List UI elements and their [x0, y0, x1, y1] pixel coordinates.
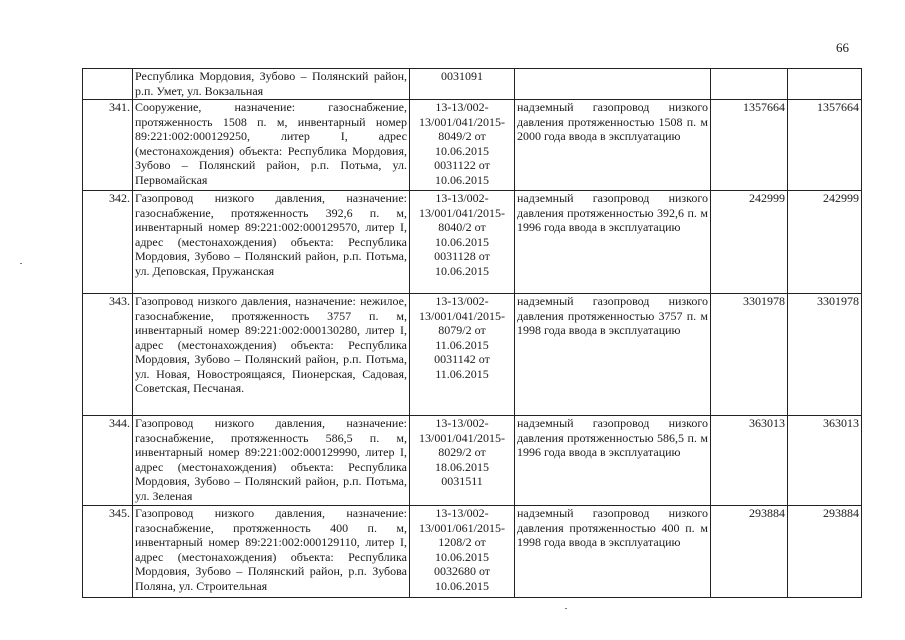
object-characteristics: [515, 69, 711, 100]
row-number: 342.: [83, 191, 133, 294]
value-column-1: 3301978: [711, 294, 788, 416]
object-characteristics: надземный газопровод низкого давления протяженностью 1508 п. м 2000 года ввода в эксплуатацию: [515, 100, 711, 191]
registration-record: 13-13/002- 13/001/041/2015- 8049/2 от 10.06.2015 0031122 от 10.06.2015: [410, 100, 515, 191]
registration-record: 0031091: [410, 69, 515, 100]
value-column-1: [711, 69, 788, 100]
row-number: 343.: [83, 294, 133, 416]
object-description: Газопровод низкого давления, назначение: нежилое, газоснабжение, протяженность 3757 п. м, инвентарный номер 89:221:002:000130280, литер I, адрес (местонахождения) объекта: Республика Мордовия, Зубово – Полянский район, р.п. Потьма, ул. Новая, Новостроящаяся, Пионерская, Садовая, Советская, Песчаная.: [133, 294, 410, 416]
registration-record: 13-13/002- 13/001/041/2015- 8029/2 от 18.06.2015 0031511: [410, 416, 515, 506]
table-row: [83, 100, 862, 191]
table-row: [83, 416, 862, 506]
object-characteristics: надземный газопровод низкого давления протяженностью 3757 п. м 1998 года ввода в эксплуатацию: [515, 294, 711, 416]
row-number: 341.: [83, 100, 133, 191]
scan-speck: [20, 263, 22, 264]
object-description: Республика Мордовия, Зубово – Полянский район, р.п. Умет, ул. Вокзальная: [133, 69, 410, 100]
table-row: [83, 294, 862, 416]
object-description: Газопровод низкого давления, назначение: газоснабжение, протяженность 400 п. м, инвентарный номер 89:221:002:000129110, литер I, адрес (местонахождения) объекта: Республика Мордовия, Зубово – Полянский район, р.п. Зубова Поляна, ул. Строительная: [133, 506, 410, 598]
object-characteristics: надземный газопровод низкого давления протяженностью 392,6 п. м 1996 года ввода в эксплуатацию: [515, 191, 711, 294]
table-row: [83, 506, 862, 598]
value-column-1: 363013: [711, 416, 788, 506]
registration-record: 13-13/002- 13/001/061/2015- 1208/2 от 10.06.2015 0032680 от 10.06.2015: [410, 506, 515, 598]
value-column-2: [788, 69, 862, 100]
value-column-2: 363013: [788, 416, 862, 506]
object-characteristics: надземный газопровод низкого давления протяженностью 586,5 п. м 1996 года ввода в эксплуатацию: [515, 416, 711, 506]
object-description: Газопровод низкого давления, назначение: газоснабжение, протяженность 586,5 п. м, инвентарный номер 89:221:002:000129990, литер I, адрес (местонахождения) объекта: Республика Мордовия, Зубово – Полянский район, р.п. Потьма, ул. Зеленая: [133, 416, 410, 506]
value-column-2: 1357664: [788, 100, 862, 191]
value-column-2: 242999: [788, 191, 862, 294]
scan-speck: [565, 608, 567, 609]
property-registry-table: [82, 68, 862, 598]
row-number: [83, 69, 133, 100]
value-column-1: 293884: [711, 506, 788, 598]
row-number: 345.: [83, 506, 133, 598]
object-characteristics: надземный газопровод низкого давления протяженностью 400 п. м 1998 года ввода в эксплуатацию: [515, 506, 711, 598]
page-number: 66: [836, 40, 849, 55]
value-column-1: 242999: [711, 191, 788, 294]
object-description: Газопровод низкого давления, назначение: газоснабжение, протяженность 392,6 п. м, инвентарный номер 89:221:002:000129570, литер I, адрес (местонахождения) объекта: Республика Мордовия, Зубово – Полянский район, р.п. Потьма, ул. Деповская, Пружанская: [133, 191, 410, 294]
value-column-2: 293884: [788, 506, 862, 598]
registration-record: 13-13/002- 13/001/041/2015- 8040/2 от 10.06.2015 0031128 от 10.06.2015: [410, 191, 515, 294]
value-column-2: 3301978: [788, 294, 862, 416]
table-row: [83, 191, 862, 294]
object-description: Сооружение, назначение: газоснабжение, протяженность 1508 п. м, инвентарный номер 89:221:002:000129250, литер I, адрес (местонахождения) объекта: Республика Мордовия, Зубово – Полянский район, р.п. Потьма, ул. Первомайская: [133, 100, 410, 191]
table-row: [83, 69, 862, 100]
row-number: 344.: [83, 416, 133, 506]
registration-record: 13-13/002- 13/001/041/2015- 8079/2 от 11.06.2015 0031142 от 11.06.2015: [410, 294, 515, 416]
value-column-1: 1357664: [711, 100, 788, 191]
